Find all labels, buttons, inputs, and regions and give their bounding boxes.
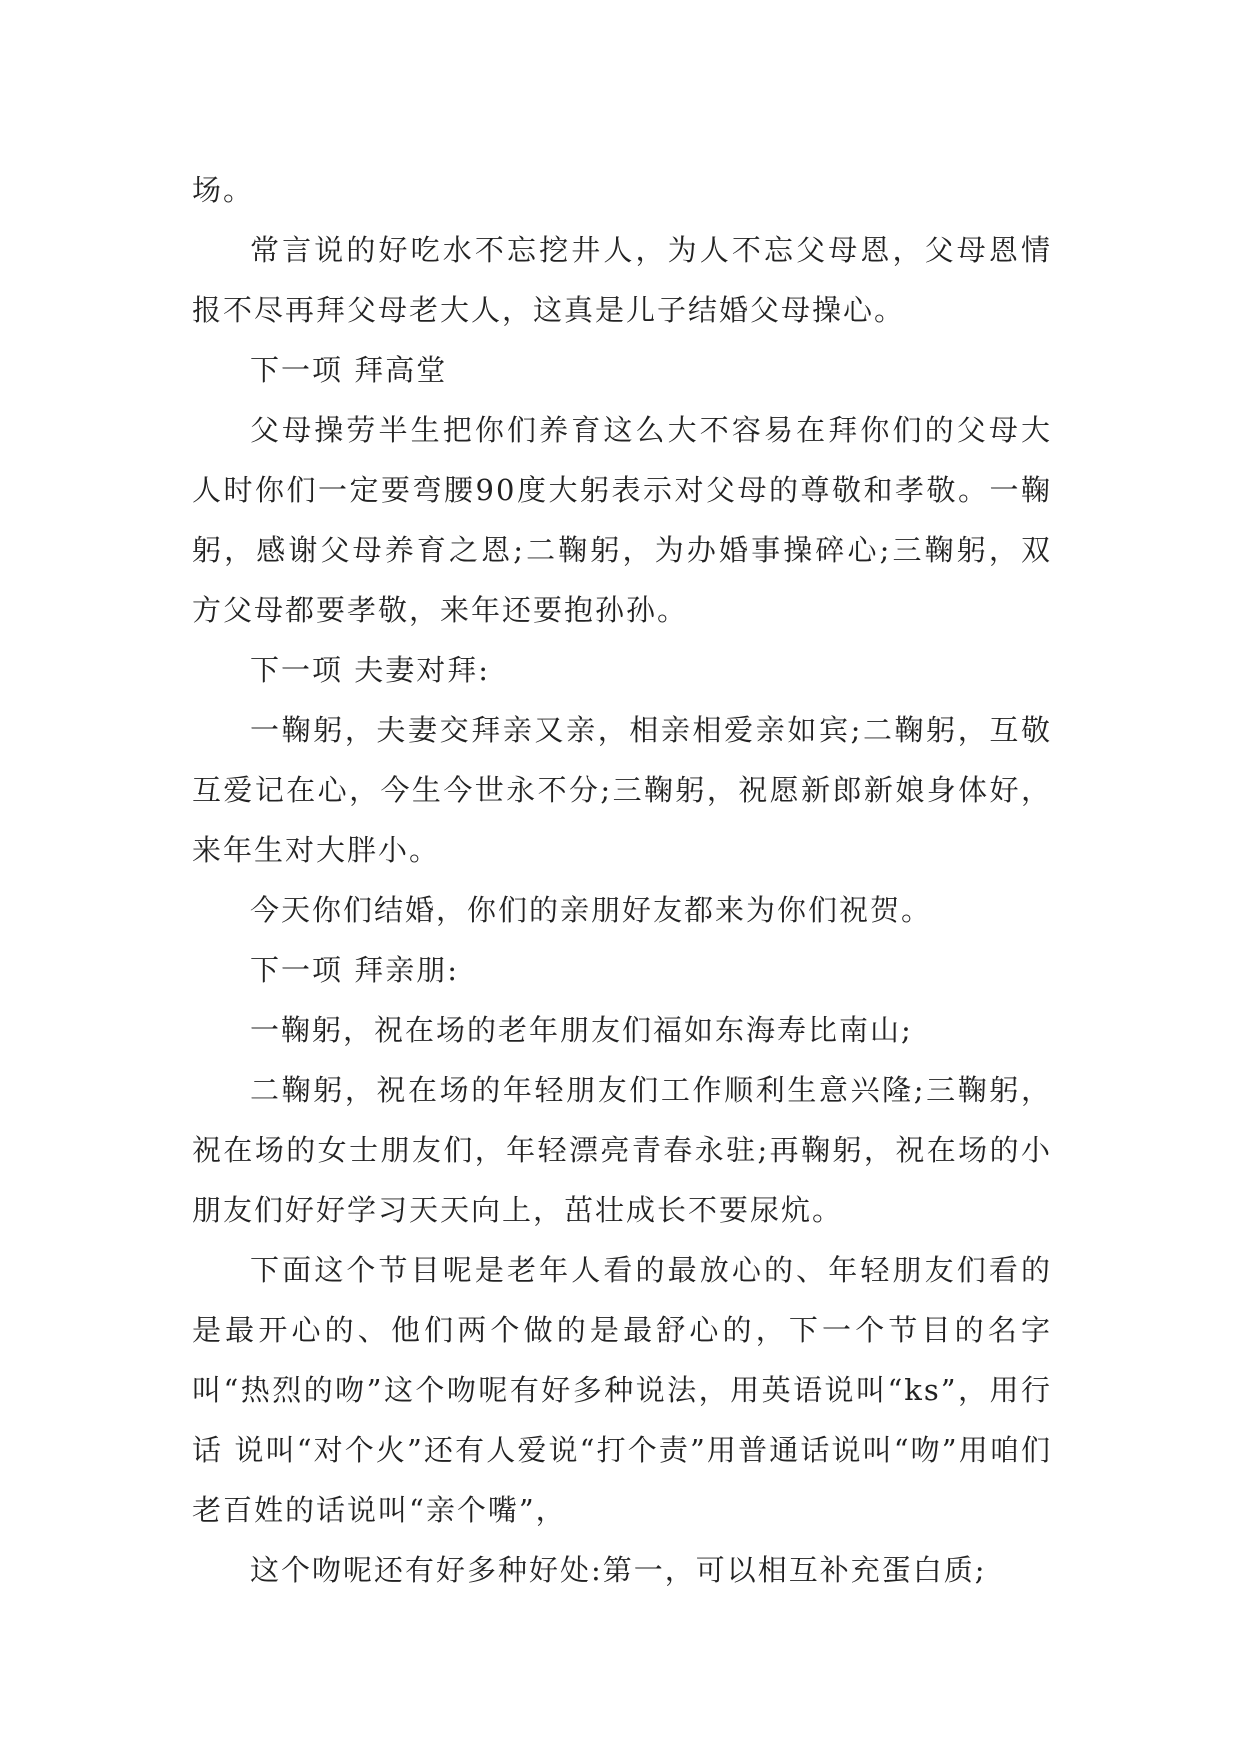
document-body [192, 160, 1052, 1600]
paragraph-12: 这个吻呢还有好多种好处:第一，可以相互补充蛋白质; [250, 1553, 987, 1587]
paragraph-7: 今天你们结婚，你们的亲朋好友都来为你们祝贺。 [250, 893, 933, 927]
paragraph-11: 下面这个节目呢是老年人看的最放心的、年轻朋友们看的是最开心的、他们两个做的是最舒心的，下一个节目的名字叫“热烈的吻”这个吻呢有好多种说法，用英语说叫“ks”，用行话 说叫“对个火”还有人爱说“打个责”用普通话说叫“吻”用咱们老百姓的话说叫“亲个嘴”， [192, 1253, 1052, 1527]
paragraph-10: 二鞠躬，祝在场的年轻朋友们工作顺利生意兴隆;三鞠躬，祝在场的女士朋友们，年轻漂亮青春永驻;再鞠躬，祝在场的小朋友们好好学习天天向上，茁壮成长不要尿炕。 [192, 1073, 1052, 1227]
paragraph-1: 场。 [192, 173, 255, 207]
paragraph-6: 一鞠躬，夫妻交拜亲又亲，相亲相爱亲如宾;二鞠躬，互敬互爱记在心，今生今世永不分;三鞠躬，祝愿新郎新娘身体好，来年生对大胖小。 [192, 713, 1052, 867]
paragraph-5-heading: 下一项 夫妻对拜: [250, 653, 490, 687]
paragraph-4: 父母操劳半生把你们养育这么大不容易在拜你们的父母大人时你们一定要弯腰90度大躬表示对父母的尊敬和孝敬。一鞠躬，感谢父母养育之恩;二鞠躬，为办婚事操碎心;三鞠躬，双方父母都要孝敬，来年还要抱孙孙。 [192, 413, 1052, 627]
paragraph-9: 一鞠躬，祝在场的老年朋友们福如东海寿比南山; [250, 1013, 913, 1047]
paragraph-2: 常言说的好吃水不忘挖井人，为人不忘父母恩，父母恩情报不尽再拜父母老大人，这真是儿子结婚父母操心。 [192, 233, 1052, 327]
paragraph-8-heading: 下一项 拜亲朋: [250, 953, 459, 987]
paragraph-3-heading: 下一项 拜高堂 [250, 353, 448, 387]
